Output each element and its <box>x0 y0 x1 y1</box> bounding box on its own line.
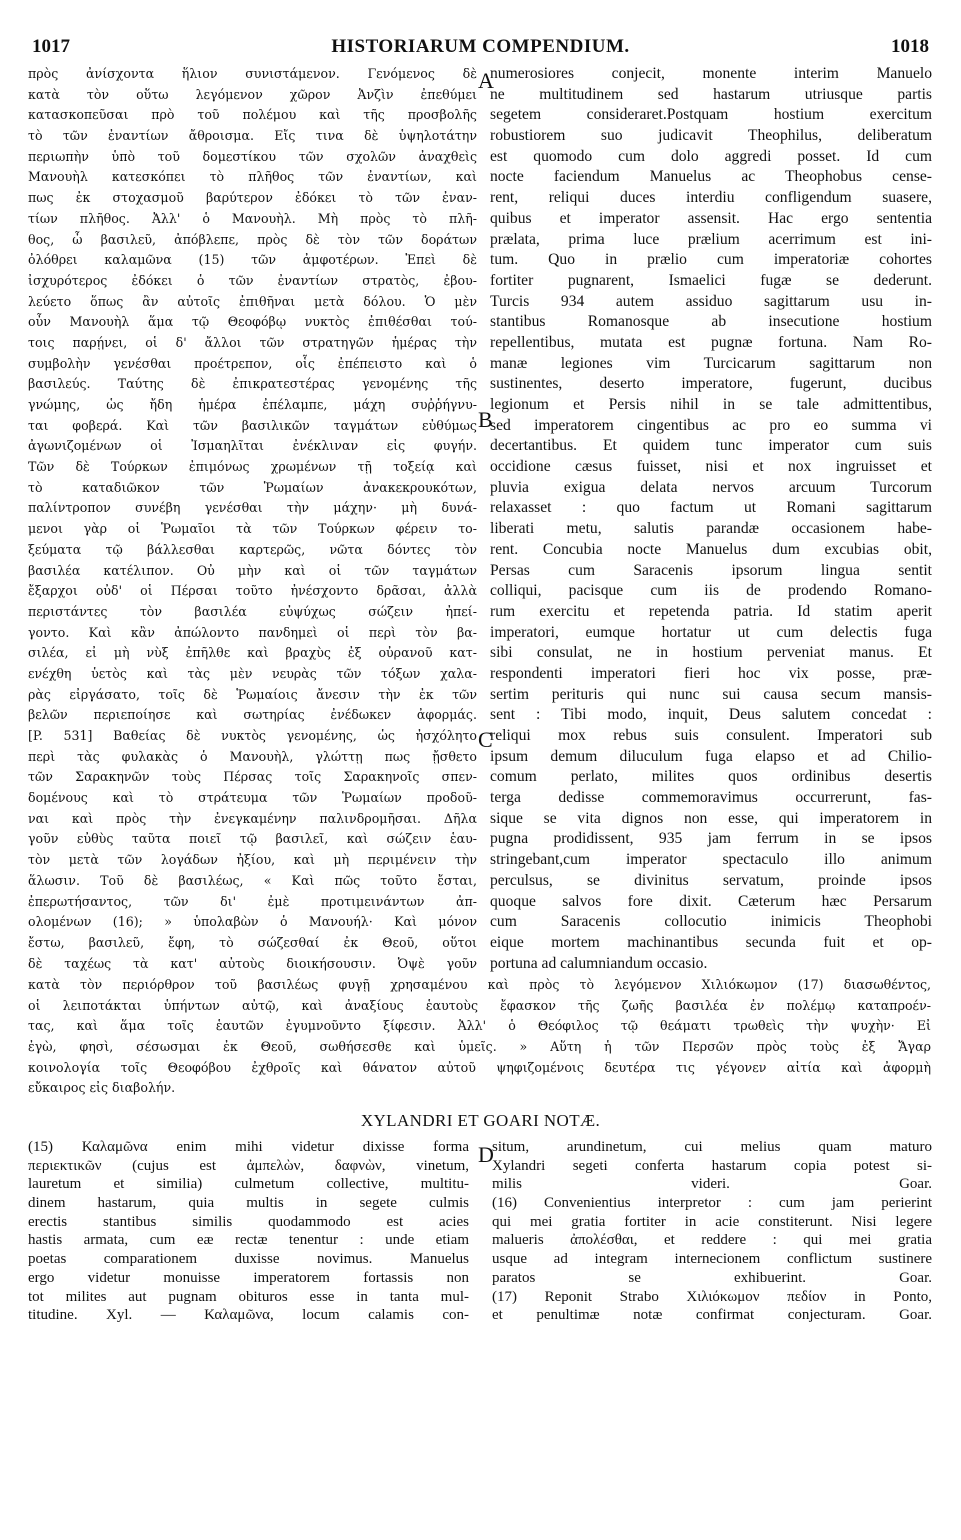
page-title: HISTORIARUM COMPENDIUM. <box>331 36 630 57</box>
greek-column <box>28 64 477 974</box>
latin-text-line: stringebant,cum imperator spectaculo illo animum <box>490 851 932 869</box>
greek-text-line: ολομένων (16); » ὑπολαβὼν ὁ Μανουήλ· Καὶ μόνον <box>28 914 477 930</box>
greek-text-line: οὖν Μανουὴλ ἅμα τῷ Θεοφόβῳ νυκτὸς ἐπιθέσθαι τού- <box>28 314 477 330</box>
latin-text-line: rent. Concubia nocte Manuelus dum excubias obit, <box>490 540 932 558</box>
margin-letter-d: D <box>478 1142 494 1167</box>
left-page-number: 1017 <box>32 36 70 57</box>
latin-text-line: Turcis 934 autem assiduo sagittarum usu in- <box>490 292 932 310</box>
greek-text-line: τῶν Σαρακηνῶν τοὺς Πέρσας τοῖς Σαρακηνοῖς σπεν- <box>28 769 477 785</box>
note-line: erectis stantibus similis quodammodo est acies <box>28 1213 469 1230</box>
greek-full-width-text <box>28 975 931 1099</box>
greek-text-line: τὸ τῶν ἐναντίων ἄθροισμα. Εἴς τινα δὲ ὑψηλοτάτην <box>28 128 477 144</box>
latin-text-line: pluvia exigua delata nervos arcuum Turcorum <box>490 478 932 496</box>
latin-text-line: reliqui mox rebus suis consulent. Imperatori sub <box>490 727 932 744</box>
greek-text-line: τοις παρῄνει, οἱ δ' ἄλλοι τῶν στρατηγῶν ἡμέρας τὴν <box>28 334 477 350</box>
latin-text-line: portuna ad calumniandum occasio. <box>490 954 708 972</box>
greek-full-width-line: κατὰ τὸν περιόρθρον τοῦ βασιλέως φυγῇ χρησαμένου καὶ πρὸς τὸ λεγόμενον Χιλιόκωμον (17) διασωθέντος, <box>28 977 931 992</box>
note-line: situm, arundinetum, cui melius quam maturo <box>492 1139 932 1155</box>
latin-text-line: sibi consulat, ne in hostium perveniat manus. Et <box>490 644 932 662</box>
latin-text-line: sustinentes, deserto imperatore, fugerunt, ducibus <box>490 375 932 393</box>
greek-text-line: σιλέα, εἰ μὴ νὺξ ἐπῆλθε καὶ βραχὺς ἐξ οὐρανοῦ κατ- <box>28 645 477 661</box>
latin-text-line: robustiorem suo judicavit Theophilus, deliberatum <box>490 127 932 145</box>
latin-text-line: numerosiores conjecit, monente interim Manuelo <box>490 65 932 82</box>
greek-text-line: γνώμης, ὡς ἤδη ἡμέρα ἐπέλαμπε, μάχη συῤῥήγνυ- <box>28 397 477 412</box>
note-line: lauretum et similia) culmetum collective, multitu- <box>28 1176 469 1193</box>
note-line: usque ad integram internecionem conflictum sustinere <box>492 1251 932 1268</box>
greek-text-line: Τῶν δὲ Τούρκων ἐπιμόνως χρωμένων τῇ τοξείᾳ καὶ <box>28 459 477 475</box>
note-line: malueris ἀπολέσθαι, et reddere : qui mei gratia <box>492 1232 932 1249</box>
latin-text-line: perculsus, se divinitus servatum, proinde ipsos <box>490 871 932 889</box>
greek-text-line: κατασκοπεῦσαι πρὸ τοῦ πολέμου καὶ τῆς προσβολῆς <box>28 107 477 123</box>
greek-text-line: δομένους καὶ τὸ στράτευμα τῶν Ῥωμαίων προδοῦ- <box>28 790 477 806</box>
greek-text-line: συμβολὴν γενέσθαι προέτρεπον, οἷς ἐπέπειστο καὶ ὁ <box>28 355 477 371</box>
running-head <box>30 36 931 58</box>
margin-letter-a: A <box>478 68 494 93</box>
latin-text-line: quibus et imperator assensit. Hac ergo sententia <box>490 209 932 227</box>
greek-text-line: περιωπὴν ὑπὸ τοῦ δομεστίκου τῶν σχολῶν ἀναχθεὶς <box>28 148 477 164</box>
greek-text-line: λεύετο ὅπως ἂν αὐτοῖς ἐπιθῆναι μετὰ δόλου. Ὁ μὲν <box>28 293 477 309</box>
latin-text-line: rent, reliqui duces interdiu confligendum suasere, <box>490 189 932 207</box>
latin-text-line: Persas cum Saracenis ipsorum lingua sentit <box>490 561 932 579</box>
latin-text-line: repellentibus, mutata est pugnæ fortuna. Nam Ro- <box>490 333 932 351</box>
greek-text-line: γοῦν εὐθὺς ταῦτα ποιεῖ τῷ βασιλεῖ, καὶ σώζειν ἑαυ- <box>28 831 477 847</box>
greek-text-line: θος, ὦ βασιλεῦ, ἀπόβλεπε, πρὸς δὲ τὸν τῶν δοράτων <box>28 231 477 247</box>
latin-text-line: sent : Tibi modo, inquit, Deus salutem concedat : <box>490 706 932 724</box>
latin-text-line: manæ legiones vim Turcicarum sagittarum non <box>490 354 932 372</box>
latin-text-line: nocte faciendum Manuelus ac Theophobus cense- <box>490 168 932 186</box>
greek-text-line: ἀγωνιζομένων οἱ Ἰσμαηλῖται ἐνέκλιναν εἰς φυγήν. <box>28 438 477 454</box>
greek-text-line: ενέχθη ὑετὸς καὶ τὰς μὲν νευρὰς τῶν τόξων χαλα- <box>28 665 477 681</box>
greek-text-line: βασιλέα κατέλιπον. Οὐ μὴν καὶ οἱ τῶν ταγμάτων <box>28 562 477 578</box>
latin-column <box>490 64 932 974</box>
latin-text-line: sed imperatorem cingentibus ac pro eo summa vi <box>490 416 932 434</box>
greek-full-width-line: τας, καὶ ἅμα τοῖς ἑαυτῶν ἐγυμνοῦντο ξίφεσιν. Ἀλλ' ὁ Θεόφιλος τῷ θεάματι τρωθεὶς τὴν ψυχὴν· Εἰ <box>28 1018 931 1034</box>
latin-text-line: respondenti imperatori fieri hoc vix posse, præ- <box>490 664 932 682</box>
note-line: (16) Convenientius interpretor : cum jam perierint <box>492 1195 932 1212</box>
latin-text-line: ipsum demum diluculum fuga elapso et ad Chilio- <box>490 747 932 765</box>
latin-text-line: prælata, prima luce prælium acerrimum est ini- <box>490 230 932 248</box>
margin-letter-b: B <box>478 407 493 432</box>
greek-text-line: ἰσχυρότερος ἐδόκει ὁ τῶν ἐναντίων στρατὸς, ἐβου- <box>28 272 477 288</box>
note-line: qui mei gratia fortiter in acie constiterunt. Nisi legere <box>492 1213 932 1230</box>
greek-text-line: πως ἐκ στοχασμοῦ βαρύτερον ἐδόκει τὸ τῶν ἐναν- <box>28 190 477 206</box>
latin-text-line: colliqui, pacisque cum iis de prodendo Romano- <box>490 582 932 600</box>
latin-text-line: sique se vita dignos non esse, qui imperatorem in <box>490 809 932 827</box>
latin-text-line: rum exercitu et repetenda patria. Id statim aperit <box>490 602 932 620</box>
greek-full-width-line: ἐγὼ, φησὶ, σέσωσμαι ἐκ Θεοῦ, σωθήσεσθε καὶ ὑμεῖς. » Αὕτη ἡ τῶν Περσῶν πρὸς τοὺς ἐξ Ἄγαρ <box>28 1039 931 1055</box>
greek-text-line: δὲ ταχέως τὰ κατ' αὐτοὺς διοικήσουσιν. Ὀψὲ γοῦν <box>28 955 477 971</box>
greek-text-line: βασιλεύς. Ταύτης δὲ ἐπικρατεστέρας γενομένης τῆς <box>28 376 477 392</box>
greek-text-line: ται φοβερά. Καὶ τῶν βασιλικῶν ταγμάτων εὐθύμως <box>28 417 477 433</box>
latin-text-line: pugna prodidissent, 935 jam ferrum in se ipsos <box>490 830 932 848</box>
note-line: poetas comparationem duxisse novimus. Manuelus <box>28 1251 469 1268</box>
latin-text-line: legionum et Persis nihil in se tale admittentibus, <box>490 396 932 413</box>
latin-text-line: ne multitudinem sed hastarum utriusque partis <box>490 85 932 103</box>
greek-text-line: ρὰς εἰργάσατο, τοῖς δὲ Ῥωμαίοις ἄνεσιν τὴν ἐκ τῶν <box>28 686 477 702</box>
greek-text-line: γοντο. Καὶ κἂν ἀπώλοντο πανδημεὶ οἱ περὶ τὸν βα- <box>28 624 477 640</box>
greek-text-line: βελῶν περιεποίησε καὶ σωτηρίας ἐνέδωκεν ἀφορμάς. <box>28 707 477 723</box>
note-line: (17) Reponit Strabo Χιλιόκωμον πεδίον in Ponto, <box>492 1288 932 1305</box>
greek-text-line: ἔξαρχοι οὐδ' οἱ Πέρσαι τοῦτο ἠνέσχοντο δρᾶσαι, ἀλλὰ <box>28 583 477 599</box>
greek-text-line: [P. 531] Βαθείας δὲ νυκτὸς γενομένης, ὡς ἠσχόλητο <box>28 728 477 743</box>
greek-text-line: Μανουὴλ κατεσκόπει τὸ πλῆθος τῶν ἐναντίων, καὶ <box>28 169 477 185</box>
right-page-number: 1018 <box>891 36 929 57</box>
latin-text-line: stantibus Romanosque ab insecutione hostium <box>490 313 932 331</box>
notes-left-column <box>28 1138 469 1325</box>
greek-text-line: ἔστω, βασιλεῦ, ἔφη, τὸ σώζεσθαί ἐκ Θεοῦ, οὕτοι <box>28 934 477 950</box>
greek-full-width-line: εὔκαιρος εἰς διαβολήν. <box>28 1080 176 1096</box>
note-line: milis videri. Goar. <box>492 1176 932 1193</box>
notes-right-column <box>492 1138 932 1325</box>
note-line: paratos se exhibuerint. Goar. <box>492 1269 932 1286</box>
note-line: dinem hastarum, quia multis in segete culmis <box>28 1195 469 1212</box>
greek-text-line: παλίντροπον συνέβη γενέσθαι τὴν μάχην· μὴ δυνά- <box>28 500 477 516</box>
greek-full-width-line: οἱ λειποτάκται ὑπήντων αὐτῷ, καὶ ἀναξίους ἑαυτοὺς ἔφασκον τῆς ζωῆς βασιλέα ἐν πολέμῳ καταπροέν- <box>28 997 931 1013</box>
latin-text-line: relaxasset : quo factum ut Romani sagittarum <box>490 499 932 517</box>
latin-text-line: quoque salvos fore dixit. Cæterum hæc Persarum <box>490 892 932 910</box>
latin-text-line: sertim perituris qui nunc sui causa secum mansis- <box>490 685 932 703</box>
note-line: hastis armata, cum eæ rectæ tenentur : unde etiam <box>28 1232 469 1249</box>
note-line: ergo videtur monuisse imperatorem fortassis non <box>28 1269 469 1286</box>
latin-text-line: tum. Quo in prælio cum imperatoriæ cohortes <box>490 251 932 269</box>
latin-text-line: liberati metu, salutis parandæ occasionem habe- <box>490 520 932 538</box>
latin-text-line: imperatori, eumque hortatur ut cum delectis fuga <box>490 623 932 641</box>
note-line: περιεκτικῶν (cujus est ἀμπελὼν, δαφνὼν, vinetum, <box>28 1157 469 1174</box>
note-line: titudine. Xyl. — Καλαμῶνα, locum calamis con- <box>28 1307 469 1324</box>
greek-text-line: τίων πλῆθος. Ἀλλ' ὁ Μανουὴλ. Μὴ πρὸς τὸ πλῆ- <box>28 210 477 226</box>
latin-text-line: terga dedisse commemoravimus occurrerunt, fas- <box>490 789 932 807</box>
note-line: (15) Καλαμῶνα enim mihi videtur dixisse forma <box>28 1139 469 1155</box>
greek-text-line: περὶ τὰς φυλακὰς ὁ Μανουὴλ, γλώττῃ πως ᾔσθετο <box>28 748 477 764</box>
latin-text-line: occidione cæsus fuisset, nisi et nox ingruisset et <box>490 458 932 476</box>
note-line: et penultimæ notæ confirmat conjecturam. Goar. <box>492 1307 932 1324</box>
greek-text-line: ὀλόθρει καλαμῶνα (15) τῶν ἀμφοτέρων. Ἐπεὶ δὲ <box>28 252 477 268</box>
greek-text-line: κατὰ τὸν οὕτω λεγόμενον χῶρον Ἀνζὶν ἐπεθύμει <box>28 86 477 102</box>
note-line: tot milites aut pugnam obituros esse in tanta mul- <box>28 1288 469 1305</box>
latin-text-line: comum perlato, milites quos ordinibus desertis <box>490 768 932 786</box>
greek-text-line: ναι καὶ πρὸς τὴν ἐνεγκαμένην παλινδρομῆσαι. Δῆλα <box>28 810 477 826</box>
greek-text-line: ἐπερωτήσαντος, τῶν δι' ἐμὲ προτιμεινάντων ἀπ- <box>28 893 477 909</box>
latin-text-line: eique mortem machinantibus secunda fuit et op- <box>490 933 932 951</box>
latin-text-line: est quomodo cum dolo aggredi posset. Id cum <box>490 147 932 165</box>
notes-heading: XYLANDRI ET GOARI NOTÆ. <box>360 1111 601 1130</box>
latin-text-line: segetem consideraret.Postquam hostium exercitum <box>490 106 932 124</box>
margin-letter-c: C <box>478 727 493 752</box>
note-line: Xylandri segeti conferta hastarum copia potest si- <box>492 1157 932 1174</box>
latin-text-line: cum Saracenis collocutio inimicis Theophobi <box>490 913 932 931</box>
greek-text-line: πρὸς ἀνίσχοντα ἥλιον συνιστάμενον. Γενόμενος δὲ <box>28 66 477 81</box>
greek-text-line: ξεύματα τῷ βάλλεσθαι καρτερῶς, νῶτα δόντες τὸν <box>28 541 477 557</box>
greek-full-width-line: κοινολογία τοῖς Θεοφόβου ἐχθροῖς καὶ θάνατον αὐτοῦ ψηφιζομένοις δευτέρα τις γέγονεν αἰτία καὶ ἀφορμὴ <box>28 1059 931 1075</box>
latin-text-line: fortiter pugnarent, Ismaelici fugæ se dederunt. <box>490 271 932 289</box>
greek-text-line: τὸ καταδιῶκον τῶν Ῥωμαίων ἀνακεκρουκότων, <box>28 479 477 495</box>
latin-text-line: decertantibus. Et quidem tunc imperator cum suis <box>490 437 932 455</box>
greek-text-line: ἅλωσιν. Τοῦ δὲ βασιλέως, « Καὶ πῶς τοῦτο ἔσται, <box>28 872 477 888</box>
greek-text-line: περιστάντες τὸν βασιλέα εὐψύχως σώζειν ἠπεί- <box>28 603 477 619</box>
greek-text-line: τὸν μετὰ τῶν λογάδων ἠξίου, καὶ μὴ περιμένειν τὴν <box>28 852 477 868</box>
greek-text-line: μενοι γὰρ οἱ Ῥωμαῖοι τὰ τῶν Τούρκων φέρειν το- <box>28 521 477 537</box>
